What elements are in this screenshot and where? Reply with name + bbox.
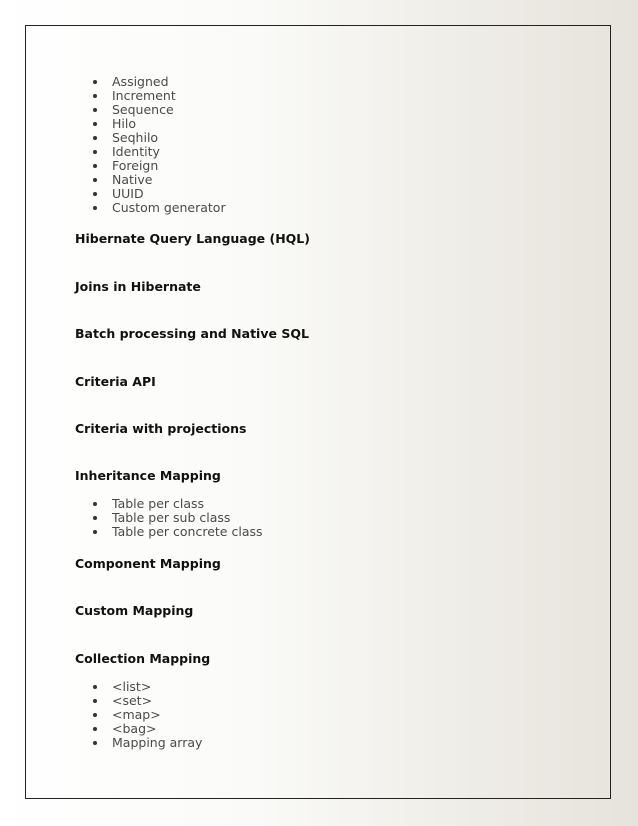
heading-projections: Criteria with projections — [75, 421, 247, 436]
bullet-icon — [93, 80, 97, 84]
list-item: <list> — [93, 680, 202, 694]
heading-criteria: Criteria API — [75, 374, 156, 389]
bullet-icon — [93, 516, 97, 520]
heading-inheritance: Inheritance Mapping — [75, 468, 221, 483]
generator-list — [93, 75, 226, 215]
list-item: Table per concrete class — [93, 525, 263, 539]
heading-hql: Hibernate Query Language (HQL) — [75, 231, 310, 246]
bullet-icon — [93, 741, 97, 745]
bullet-icon — [93, 122, 97, 126]
list-item: Table per sub class — [93, 511, 263, 525]
bullet-icon — [93, 206, 97, 210]
bullet-icon — [93, 108, 97, 112]
bullet-icon — [93, 713, 97, 717]
bullet-icon — [93, 136, 97, 140]
bullet-icon — [93, 178, 97, 182]
bullet-icon — [93, 192, 97, 196]
bullet-icon — [93, 94, 97, 98]
list-item: Identity — [93, 145, 226, 159]
bullet-icon — [93, 699, 97, 703]
list-item: Custom generator — [93, 201, 226, 215]
heading-component: Component Mapping — [75, 556, 221, 571]
list-item: Hilo — [93, 117, 226, 131]
list-item: Seqhilo — [93, 131, 226, 145]
list-item: Increment — [93, 89, 226, 103]
heading-batch: Batch processing and Native SQL — [75, 326, 309, 341]
list-item: UUID — [93, 187, 226, 201]
list-item: Table per class — [93, 497, 263, 511]
bullet-icon — [93, 502, 97, 506]
heading-collection: Collection Mapping — [75, 651, 211, 666]
list-item: Foreign — [93, 159, 226, 173]
inheritance-list — [93, 497, 263, 539]
bullet-icon — [93, 727, 97, 731]
list-item: <set> — [93, 694, 202, 708]
heading-custom: Custom Mapping — [75, 603, 194, 618]
bullet-icon — [93, 685, 97, 689]
collection-list — [93, 680, 202, 750]
list-item: Sequence — [93, 103, 226, 117]
list-item: Native — [93, 173, 226, 187]
list-item: Mapping array — [93, 736, 202, 750]
bullet-icon — [93, 164, 97, 168]
bullet-icon — [93, 530, 97, 534]
bullet-icon — [93, 150, 97, 154]
heading-joins: Joins in Hibernate — [75, 279, 201, 294]
list-item: <bag> — [93, 722, 202, 736]
list-item: <map> — [93, 708, 202, 722]
list-item: Assigned — [93, 75, 226, 89]
